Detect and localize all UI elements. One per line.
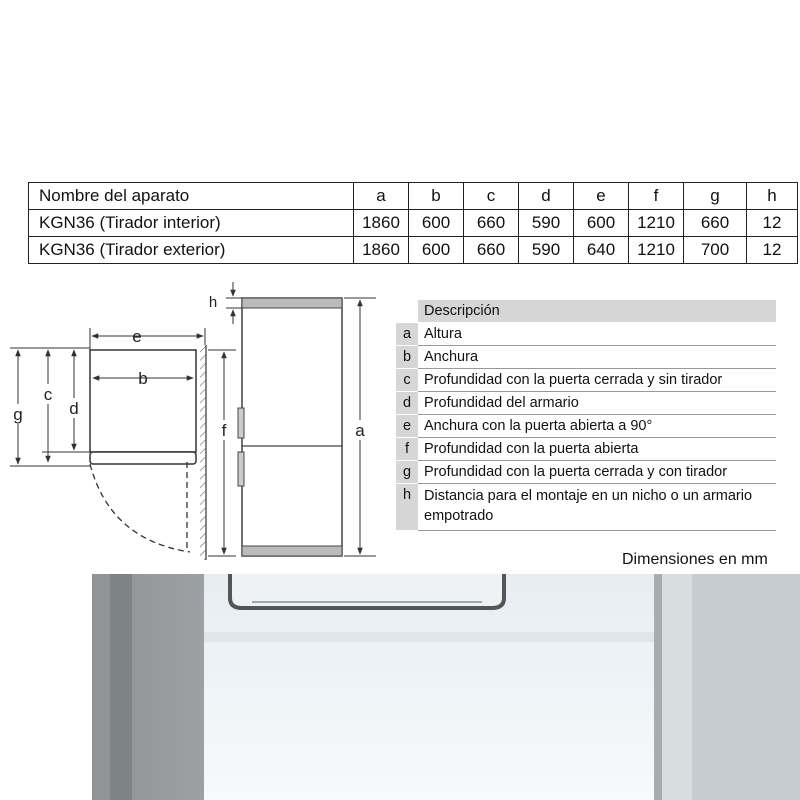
legend-key: b bbox=[396, 346, 418, 369]
table-cell: 590 bbox=[519, 237, 574, 264]
label-c: c bbox=[43, 385, 53, 404]
legend-key: h bbox=[396, 484, 418, 531]
fridge-top-outline bbox=[90, 350, 196, 452]
label-e: e bbox=[132, 327, 142, 346]
legend-key: g bbox=[396, 461, 418, 484]
legend-row bbox=[396, 438, 776, 461]
table-header-cell: c bbox=[464, 183, 519, 210]
legend-text: Distancia para el montaje en un nicho o un armario empotrado bbox=[418, 484, 776, 531]
legend-row bbox=[396, 346, 776, 369]
legend-key: c bbox=[396, 369, 418, 392]
table-cell: 660 bbox=[464, 237, 519, 264]
legend-key: a bbox=[396, 323, 418, 346]
legend-text: Anchura bbox=[418, 346, 776, 369]
table-cell: 600 bbox=[409, 210, 464, 237]
table-header-cell: a bbox=[354, 183, 409, 210]
legend-row bbox=[396, 323, 776, 346]
legend-row bbox=[396, 392, 776, 415]
table-cell: KGN36 (Tirador exterior) bbox=[29, 237, 354, 264]
legend-header-row bbox=[396, 300, 776, 323]
top-view bbox=[10, 327, 236, 560]
door-swing-arc bbox=[90, 464, 190, 552]
legend-text: Profundidad con la puerta cerrada y con tirador bbox=[418, 461, 776, 484]
legend-key: d bbox=[396, 392, 418, 415]
table-cell: 600 bbox=[574, 210, 629, 237]
table-cell: 660 bbox=[684, 210, 747, 237]
upper-handle bbox=[238, 408, 244, 438]
wall-hatch bbox=[200, 345, 206, 560]
table-header-cell: d bbox=[519, 183, 574, 210]
table-cell: 1860 bbox=[354, 237, 409, 264]
fridge-interior-photo bbox=[92, 574, 800, 800]
table-cell: 640 bbox=[574, 237, 629, 264]
legend-text: Profundidad con la puerta cerrada y sin tirador bbox=[418, 369, 776, 392]
label-f: f bbox=[221, 421, 227, 440]
fridge-top-strip bbox=[242, 298, 342, 308]
units-note: Dimensiones en mm bbox=[622, 551, 768, 568]
legend-text: Altura bbox=[418, 323, 776, 346]
table-header-cell: b bbox=[409, 183, 464, 210]
table-header-cell: Nombre del aparato bbox=[29, 183, 354, 210]
label-d: d bbox=[69, 399, 79, 418]
legend-row bbox=[396, 415, 776, 438]
table-cell: 590 bbox=[519, 210, 574, 237]
side-view bbox=[209, 282, 376, 556]
table-cell: 660 bbox=[464, 210, 519, 237]
legend-row bbox=[396, 484, 776, 531]
table-header-cell: g bbox=[684, 183, 747, 210]
table-header-cell: e bbox=[574, 183, 629, 210]
label-a: a bbox=[355, 421, 365, 440]
table-cell: 12 bbox=[747, 210, 798, 237]
legend-table bbox=[396, 300, 776, 531]
table-cell: 12 bbox=[747, 237, 798, 264]
table-header-cell: h bbox=[747, 183, 798, 210]
legend-key: f bbox=[396, 438, 418, 461]
legend-text: Profundidad del armario bbox=[418, 392, 776, 415]
legend-header: Descripción bbox=[418, 300, 776, 323]
fridge-side-outline bbox=[242, 298, 342, 556]
door-top-outline bbox=[90, 452, 196, 464]
lower-handle bbox=[238, 452, 244, 486]
legend-row bbox=[396, 369, 776, 392]
label-g: g bbox=[13, 405, 23, 424]
table-cell: 600 bbox=[409, 237, 464, 264]
legend-text: Profundidad con la puerta abierta bbox=[418, 438, 776, 461]
fridge-bottom-strip bbox=[242, 546, 342, 556]
table-cell: 1860 bbox=[354, 210, 409, 237]
table-header-cell: f bbox=[629, 183, 684, 210]
table-cell: 1210 bbox=[629, 237, 684, 264]
table-cell: 700 bbox=[684, 237, 747, 264]
legend-row bbox=[396, 461, 776, 484]
legend-key: e bbox=[396, 415, 418, 438]
label-h: h bbox=[208, 294, 218, 311]
table-cell: 1210 bbox=[629, 210, 684, 237]
legend-text: Anchura con la puerta abierta a 90° bbox=[418, 415, 776, 438]
label-b: b bbox=[138, 369, 148, 388]
table-cell: KGN36 (Tirador interior) bbox=[29, 210, 354, 237]
